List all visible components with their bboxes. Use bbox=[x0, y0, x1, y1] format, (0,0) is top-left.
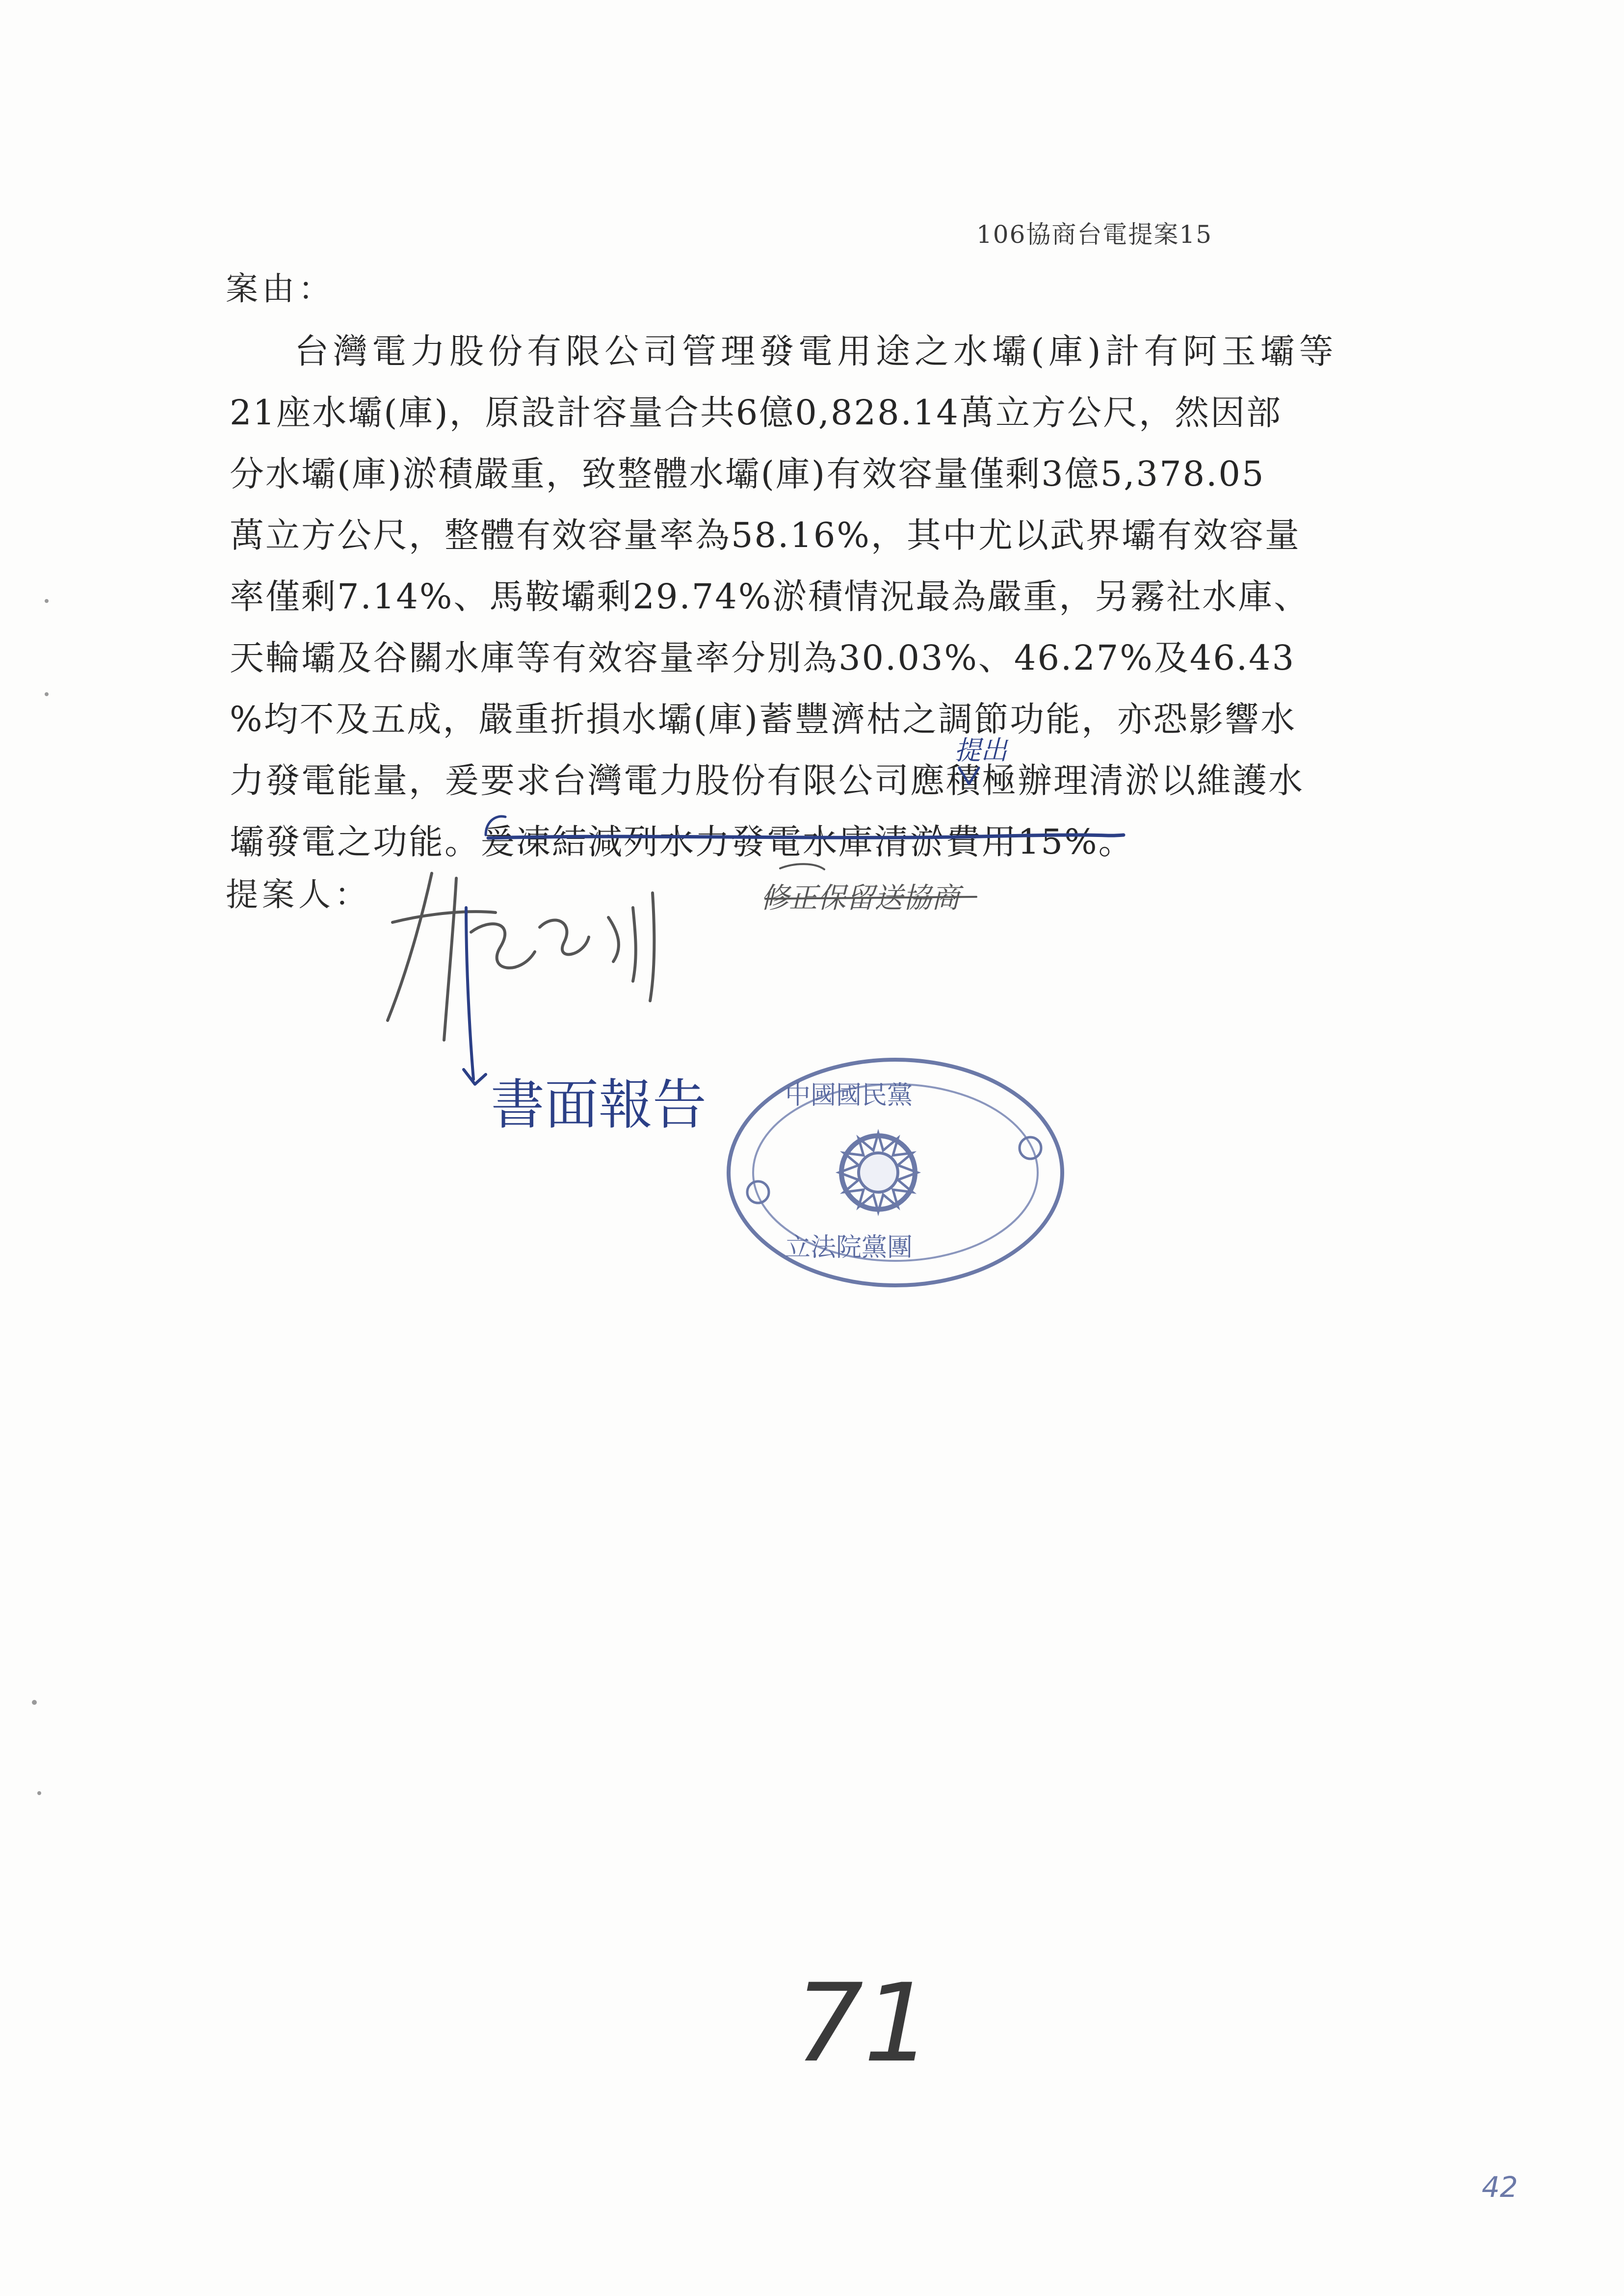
body-line-2: 21座水壩(庫)，原設計容量合共6億0,828.14萬立方公尺，然因部 bbox=[230, 392, 1282, 433]
pencil-note: 修正保留送協商 bbox=[760, 881, 960, 914]
strike-start-hook bbox=[486, 816, 505, 835]
body-line-5: 率僅剩7.14%、馬鞍壩剩29.74%淤積情況最為嚴重，另霧社水庫、 bbox=[230, 576, 1310, 617]
corner-number: 42 bbox=[1482, 2170, 1518, 2204]
body-line-1: 台灣電力股份有限公司管理發電用途之水壩(庫)計有阿玉壩等 bbox=[294, 331, 1338, 371]
body-line-9-prefix: 壩發電之功能。 bbox=[230, 822, 480, 862]
scan-speck bbox=[32, 1700, 37, 1705]
proposer-label: 提案人： bbox=[226, 876, 371, 913]
body-line-6: 天輪壩及谷關水庫等有效容量率分別為30.03%、46.27%及46.43 bbox=[230, 638, 1296, 678]
signature bbox=[388, 873, 654, 1040]
strikethrough-line bbox=[488, 835, 1124, 838]
body-line-7: %均不及五成，嚴重折損水壩(庫)蓄豐濟枯之調節功能，亦恐影響水 bbox=[230, 699, 1297, 739]
party-stamp bbox=[729, 1060, 1062, 1285]
body-line-8: 力發電能量，爰要求台灣電力股份有限公司應積極辦理清淤以維護水 bbox=[230, 760, 1304, 801]
insertion-caret bbox=[959, 768, 979, 784]
stamp-bottom-text: 立法院黨團 bbox=[785, 1233, 913, 1262]
page-number: 71 bbox=[795, 1960, 932, 2086]
body-line-4: 萬立方公尺，整體有效容量率為58.16%，其中尤以武界壩有效容量 bbox=[230, 515, 1301, 555]
scan-speck bbox=[45, 692, 49, 696]
case-heading: 案由： bbox=[226, 270, 335, 308]
struck-text: 爰凍結減列水力發電水庫清淤費用15% bbox=[480, 822, 1099, 862]
body-line-3: 分水壩(庫)淤積嚴重，致整體水壩(庫)有效容量僅剩3億5,378.05 bbox=[230, 454, 1265, 494]
stamp-top-text: 中國國民黨 bbox=[785, 1081, 913, 1110]
body-line-9-suffix: 。 bbox=[1098, 822, 1134, 862]
insertion-text: 提出 bbox=[954, 735, 1007, 766]
document-code: 106協商台電提案15 bbox=[976, 220, 1213, 249]
written-report-text: 書面報告 bbox=[491, 1073, 707, 1136]
pencil-note-mark bbox=[780, 864, 824, 869]
scan-speck bbox=[37, 1791, 41, 1795]
arrow-line bbox=[466, 908, 473, 1079]
scan-speck bbox=[45, 599, 49, 603]
